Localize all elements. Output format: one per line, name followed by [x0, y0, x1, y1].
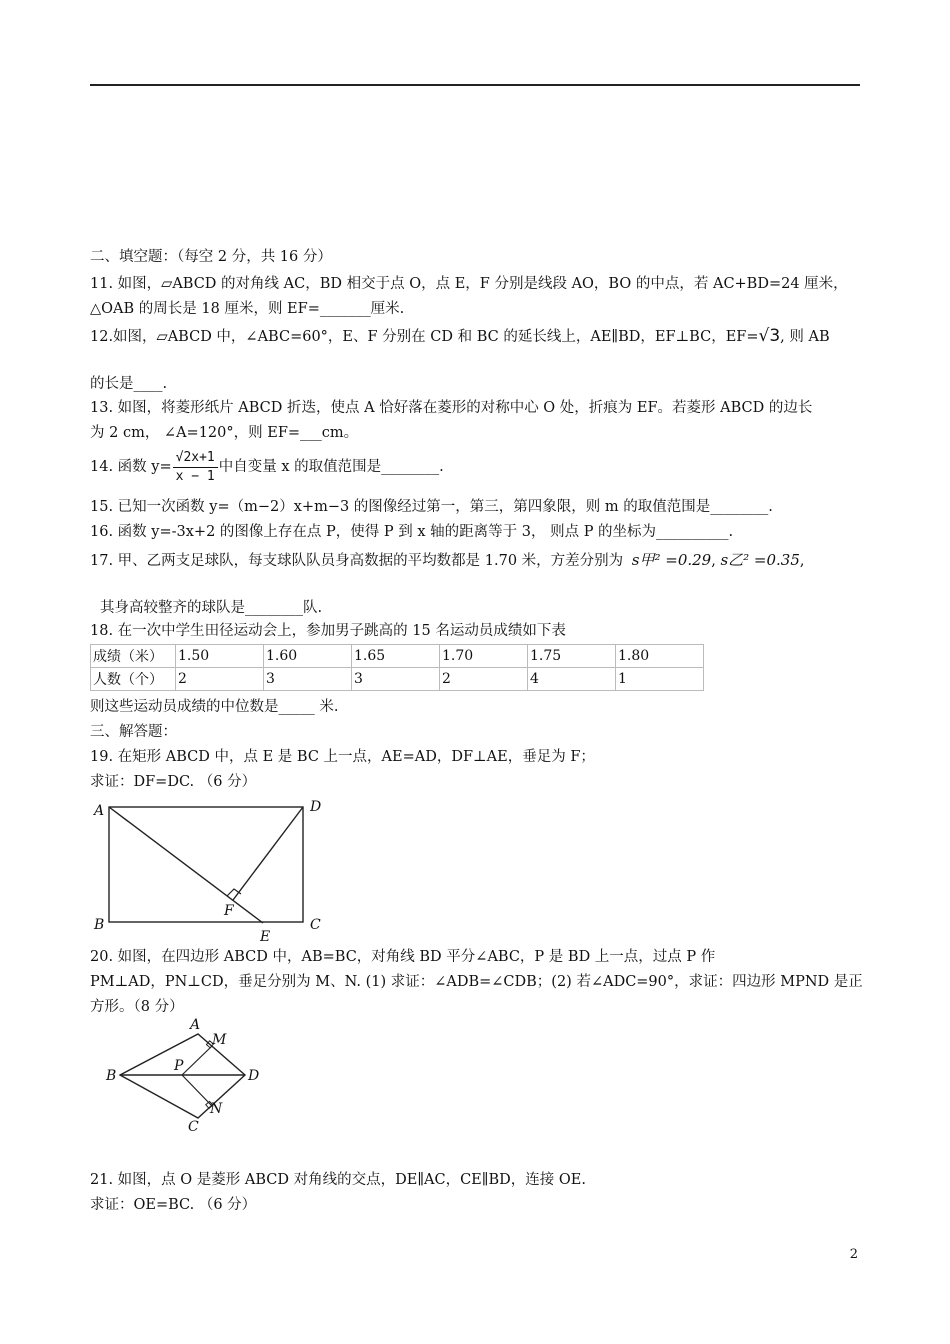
q17-variance-jia: s甲² =0.29 — [631, 551, 712, 569]
q14-pre: 14. 函数 y= — [90, 459, 172, 475]
table-cell: 3 — [264, 668, 352, 691]
table-cell: 1.80 — [616, 645, 704, 668]
q15: 15. 已知一次函数 y=（m−2）x+m−3 的图像经过第一，第三，第四象限，则 m 的取值范围是________. — [90, 499, 773, 515]
table-cell: 1.50 — [176, 645, 264, 668]
q20-line2: PM⊥AD，PN⊥CD，垂足分别为 M、N. (1) 求证：∠ADB=∠CDB；(2) 若∠ADC=90°，求证：四边形 MPND 是正 — [90, 974, 863, 990]
q16: 16. 函数 y=-3x+2 的图像上存在点 P，使得 P 到 x 轴的距离等于 3， 则点 P 的坐标为__________. — [90, 524, 734, 540]
q13-line2: 为 2 cm， ∠A=120°，则 EF=___cm。 — [90, 425, 359, 441]
fig19-label-f: F — [224, 903, 234, 919]
table-row — [91, 645, 704, 668]
figure-19-rectangle — [88, 795, 328, 945]
table-cell: 1.75 — [528, 645, 616, 668]
fig20-label-n: N — [210, 1101, 223, 1117]
table-cell: 1.70 — [440, 645, 528, 668]
q18-end: 则这些运动员成绩的中位数是_____ 米. — [90, 699, 339, 715]
fig20-label-p: P — [174, 1058, 184, 1074]
q20-line3: 方形。（8 分） — [90, 999, 184, 1015]
q12-line1 — [90, 326, 830, 347]
section3-title: 三、解答题： — [90, 724, 177, 740]
q12-text: 12.如图，▱ABCD 中，∠ABC=60°，E、F 分别在 CD 和 BC 的延长线上，AE∥BD，EF⊥BC，EF= — [90, 329, 759, 345]
q14-post: 中自变量 x 的取值范围是________. — [218, 459, 444, 475]
table-cell: 1.60 — [264, 645, 352, 668]
table-cell: 1 — [616, 668, 704, 691]
q19-line1: 19. 在矩形 ABCD 中，点 E 是 BC 上一点，AE=AD，DF⊥AE，垂足为 F； — [90, 749, 595, 765]
table-cell: 成绩（米） — [91, 645, 176, 668]
q14-fraction — [173, 449, 218, 486]
q12-post: , 则 AB — [780, 329, 830, 345]
figure-20-quadrilateral — [100, 1014, 270, 1136]
q11-line1: 11. 如图，▱ABCD 的对角线 AC，BD 相交于点 O，点 E，F 分别是线段 AO，BO 的中点，若 AC+BD=24 厘米， — [90, 276, 848, 292]
q14-line — [90, 447, 444, 487]
score-table — [90, 644, 704, 691]
table-cell: 1.65 — [352, 645, 440, 668]
table-cell: 2 — [176, 668, 264, 691]
table-cell: 3 — [352, 668, 440, 691]
q17-line1: 17. 甲、乙两支足球队，每支球队队员身高数据的平均数都是 1.70 米，方差分别为 s甲² =0.29, s乙² =0.35, — [90, 551, 805, 569]
fig20-label-d: D — [248, 1068, 260, 1084]
q20-line1: 20. 如图，在四边形 ABCD 中，AB=BC，对角线 BD 平分∠ABC，P 是 BD 上一点，过点 P 作 — [90, 949, 716, 965]
fig20-label-a: A — [190, 1017, 201, 1033]
fig19-label-b: B — [94, 917, 105, 933]
q18-line: 18. 在一次中学生田径运动会上，参加男子跳高的 15 名运动员成绩如下表 — [90, 623, 566, 639]
q12-sqrt: √3 — [758, 326, 781, 346]
fig20-label-m: M — [212, 1032, 227, 1048]
q13-line1: 13. 如图，将菱形纸片 ABCD 折迭，使点 A 恰好落在菱形的对称中心 O 处，折痕为 EF。若菱形 ABCD 的边长 — [90, 400, 813, 416]
q21-line1: 21. 如图，点 O 是菱形 ABCD 对角线的交点，DE∥AC，CE∥BD，连接 OE. — [90, 1172, 586, 1188]
section2-title: 二、填空题：（每空 2 分，共 16 分） — [90, 249, 332, 265]
q19-line2: 求证：DF=DC. （6 分） — [90, 774, 257, 790]
table-row — [91, 668, 704, 691]
q14-numerator: √2x+1 — [173, 449, 218, 468]
q12-line2: 的长是____. — [90, 376, 168, 392]
q11-line2: △OAB 的周长是 18 厘米，则 EF=_______厘米. — [90, 301, 405, 317]
table-cell: 人数（个） — [91, 668, 176, 691]
page-number: 2 — [849, 1247, 858, 1262]
fig19-label-d: D — [310, 799, 322, 815]
table-cell: 4 — [528, 668, 616, 691]
q17-variance-yi: s乙² =0.35 — [720, 551, 800, 569]
fig20-label-b: B — [106, 1068, 117, 1084]
table-cell: 2 — [440, 668, 528, 691]
q21-line2: 求证：OE=BC. （6 分） — [90, 1197, 257, 1213]
header-rule — [90, 84, 860, 86]
fig19-label-c: C — [310, 917, 321, 933]
q17-line2: 其身高较整齐的球队是________队. — [100, 600, 323, 616]
fig20-label-c: C — [188, 1119, 199, 1135]
q17-pre: 17. 甲、乙两支足球队，每支球队队员身高数据的平均数都是 1.70 米，方差分别为 — [90, 553, 624, 569]
fig19-label-e: E — [260, 929, 271, 945]
q14-denominator: x − 1 — [175, 468, 215, 484]
fig19-label-a: A — [94, 803, 105, 819]
